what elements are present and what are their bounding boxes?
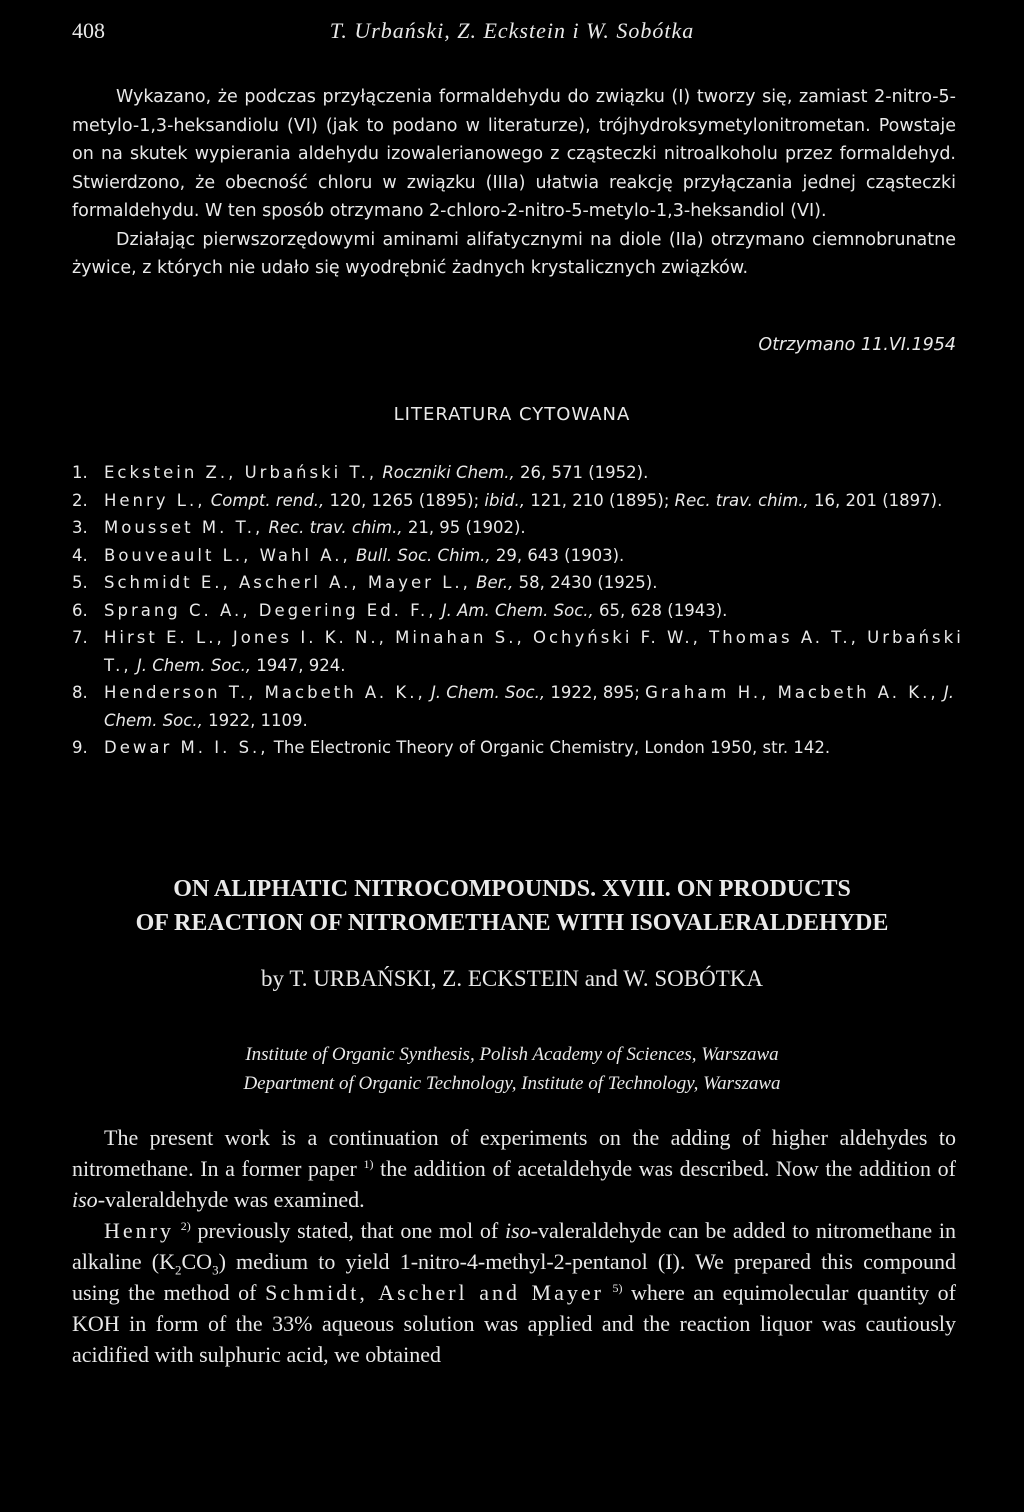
reference-details: 21, 95 (1902). <box>402 518 526 537</box>
reference-authors: Eckstein Z., Urbański T., <box>104 463 378 482</box>
citation-ref: 2) <box>180 1219 191 1233</box>
reference-details: 58, 2430 (1925). <box>513 573 658 592</box>
reference-journal: J. Chem. Soc., <box>104 683 954 730</box>
text-run: The present work is a continuation of experiments on the adding of higher aldehydes to nitromethane. In a former paper <box>72 1125 956 1181</box>
page-header <box>0 18 1024 48</box>
reference-details: The Electronic Theory of Organic Chemistry, London 1950, str. 142. <box>268 738 831 757</box>
body-paragraph <box>72 1215 956 1370</box>
citation-ref: 5) <box>612 1281 623 1295</box>
reference-item <box>72 597 972 625</box>
byline: by T. URBAŃSKI, Z. ECKSTEIN and W. SOBÓTKA <box>261 966 763 991</box>
affiliation-line: Department of Organic Technology, Institute of Technology, Warszawa <box>243 1073 781 1094</box>
reference-details: 65, 628 (1943). <box>593 600 728 620</box>
literature-heading: LITERATURA CYTOWANA <box>393 404 631 425</box>
reference-item <box>72 734 972 762</box>
reference-journal: Rec. trav. chim., <box>674 490 809 510</box>
reference-authors: Dewar M. I. S., <box>104 738 269 757</box>
reference-list <box>72 459 972 762</box>
reference-authors: Graham H., Macbeth A. K., <box>645 683 939 702</box>
author-name: Schmidt, Ascherl and Mayer <box>265 1280 604 1305</box>
affiliations <box>0 1040 1024 1098</box>
reference-number: 3. <box>72 518 88 537</box>
polish-summary <box>72 83 956 283</box>
text-run-italic: iso <box>72 1187 98 1212</box>
citation-ref: 1) <box>363 1157 374 1171</box>
reference-journal: Compt. rend., <box>210 490 325 510</box>
text-run: -valeraldehyde can be added to nitromethane in alkaline (K <box>72 1218 956 1274</box>
reference-journal: Roczniki Chem., <box>382 463 515 482</box>
text-run-italic: iso <box>504 1218 531 1243</box>
reference-journal: Rec. trav. chim., <box>268 518 403 537</box>
running-head: T. Urbański, Z. Eckstein i W. Sobótka <box>329 18 695 43</box>
reference-journal: J. Chem. Soc., <box>136 655 252 675</box>
reference-journal: J. Chem. Soc., <box>430 683 546 702</box>
reference-journal: Ber., <box>476 573 514 592</box>
article-title-line: ON ALIPHATIC NITROCOMPOUNDS. XVIII. ON PRODUCTS <box>173 876 851 902</box>
subscript: 3 <box>212 1262 219 1278</box>
reference-item <box>72 487 972 515</box>
text-run: the addition of acetaldehyde was described. Now the addition of <box>373 1156 956 1181</box>
reference-number: 7. <box>72 628 88 647</box>
reference-authors: Schmidt E., Ascherl A., Mayer L., <box>104 573 471 592</box>
reference-authors: Bouveault L., Wahl A., <box>104 545 351 565</box>
reference-authors: Mousset M. T., <box>104 518 264 537</box>
reference-details: 1922, 895; <box>545 683 646 702</box>
reference-details: 1922, 1109. <box>202 710 308 730</box>
reference-journal: J. Am. Chem. Soc., <box>441 600 594 620</box>
reference-journal: ibid., <box>484 490 525 510</box>
affiliation-line: Institute of Organic Synthesis, Polish Academy of Sciences, Warszawa <box>245 1044 779 1065</box>
article-body <box>72 1122 956 1370</box>
reference-authors: Sprang C. A., Degering Ed. F., <box>104 600 437 620</box>
text-run: CO <box>181 1249 213 1274</box>
reference-details: 120, 1265 (1895); <box>324 490 485 510</box>
reference-item <box>72 514 972 542</box>
text-run: -valeraldehyde was examined. <box>97 1187 365 1212</box>
text-run: previously stated, that one mol of <box>190 1218 505 1243</box>
reference-number: 2. <box>72 490 88 510</box>
reference-item <box>72 542 972 570</box>
page-number: 408 <box>72 18 105 43</box>
reference-details: 121, 210 (1895); <box>524 490 675 510</box>
reference-item <box>72 569 972 597</box>
reference-number: 5. <box>72 573 88 592</box>
received-date: Otrzymano 11.VI.1954 <box>758 335 956 355</box>
reference-number: 9. <box>72 738 88 757</box>
reference-details: 16, 201 (1897). <box>808 490 943 510</box>
reference-details: 26, 571 (1952). <box>514 463 649 482</box>
reference-details: 29, 643 (1903). <box>490 545 625 565</box>
reference-number: 8. <box>72 683 88 702</box>
text-run: ) medium to yield 1-nitro-4-methyl-2-pentanol (I). We prepared this compound using the method of <box>72 1249 956 1305</box>
polish-paragraph: Działając pierwszorzędowymi aminami alifatycznymi na diole (IIa) otrzymano ciemnobrunatne żywice, z których nie udało się wyodrębnić żadnych krystalicznych związków. <box>72 229 956 278</box>
reference-item <box>72 624 972 679</box>
text-run: where an equimolecular quantity of KOH in form of the 33% aqueous solution was applied and the reaction liquor was cautiously acidified with sulphuric acid, we obtained <box>72 1280 956 1367</box>
reference-number: 4. <box>72 545 88 565</box>
reference-item <box>72 679 972 734</box>
polish-paragraph: Wykazano, że podczas przyłączenia formaldehydu do związku (I) tworzy się, zamiast 2-nitro-5-metylo-1,3-heksandiolu (VI) (jak to podano w literaturze), trójhydroksymetylonitrometan. Powstaje on na skutek wypierania aldehydu izowalerianowego z cząsteczki nitroalkoholu przez formaldehyd. Stwierdzono, że obecność chloru w związku (IIIa) ułatwia reakcję przyłączania jednej cząsteczki formaldehydu. W ten sposób otrzymano 2-chloro-2-nitro-5-metylo-1,3-heksandiol (VI). <box>72 87 956 221</box>
article-title-line: OF REACTION OF NITROMETHANE WITH ISOVALERALDEHYDE <box>135 910 889 936</box>
reference-authors: Henderson T., Macbeth A. K., <box>104 683 426 702</box>
body-paragraph <box>72 1122 956 1215</box>
subscript: 2 <box>175 1262 182 1278</box>
reference-item <box>72 459 972 487</box>
reference-authors: Henry L., <box>104 490 206 510</box>
author-name: Henry <box>104 1218 174 1243</box>
reference-number: 1. <box>72 463 88 482</box>
reference-number: 6. <box>72 600 88 620</box>
reference-authors: Hirst E. L., Jones I. K. N., Minahan S., Ochyński F. W., Thomas A. T., Urbański T., <box>104 628 964 675</box>
reference-journal: Bull. Soc. Chim., <box>355 545 491 565</box>
reference-details: 1947, 924. <box>251 655 346 675</box>
article-title <box>0 872 1024 940</box>
